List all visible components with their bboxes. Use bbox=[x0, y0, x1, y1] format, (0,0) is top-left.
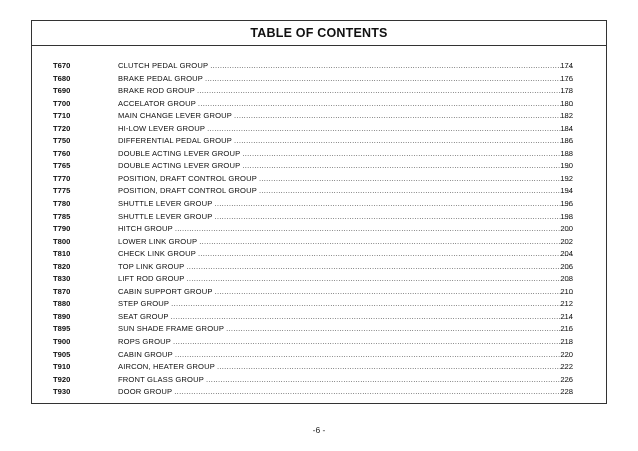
toc-entry-line bbox=[118, 298, 573, 311]
toc-entry-line bbox=[118, 185, 573, 198]
toc-entry-line bbox=[118, 361, 573, 374]
toc-entry-line bbox=[118, 211, 573, 224]
toc-entry-page-number: 222 bbox=[560, 362, 573, 372]
dot-leader bbox=[187, 273, 573, 286]
toc-entry-line bbox=[118, 198, 573, 211]
toc-entry-title: DOOR GROUP bbox=[118, 387, 173, 397]
toc-entry-page-number: 182 bbox=[560, 111, 573, 121]
toc-entry[interactable] bbox=[32, 198, 606, 211]
dot-leader bbox=[198, 98, 573, 111]
toc-entry-title: SUN SHADE FRAME GROUP bbox=[118, 324, 225, 334]
toc-entry[interactable] bbox=[32, 135, 606, 148]
dot-leader bbox=[217, 361, 573, 374]
toc-entry-page-number: 174 bbox=[560, 61, 573, 70]
toc-entry[interactable] bbox=[32, 185, 606, 198]
dot-leader bbox=[197, 85, 573, 98]
toc-entry[interactable] bbox=[32, 211, 606, 224]
toc-entry-page-number: 202 bbox=[560, 236, 573, 246]
toc-entry-title: DOUBLE ACTING LEVER GROUP bbox=[118, 148, 241, 158]
dot-leader bbox=[226, 323, 573, 336]
dot-leader bbox=[234, 135, 573, 148]
dot-leader bbox=[205, 73, 573, 86]
toc-entry[interactable] bbox=[32, 60, 606, 73]
toc-entry-code: T790 bbox=[53, 224, 71, 234]
toc-entry-code: T670 bbox=[53, 61, 71, 70]
toc-entry-code: T895 bbox=[53, 324, 71, 334]
dot-leader bbox=[175, 223, 573, 236]
toc-entry-code: T810 bbox=[53, 249, 71, 259]
toc-entry[interactable] bbox=[32, 110, 606, 123]
toc-entry[interactable] bbox=[32, 223, 606, 236]
toc-entry-code: T800 bbox=[53, 236, 71, 246]
toc-entry-page-number: 180 bbox=[560, 98, 573, 108]
toc-entry-title: DIFFERENTIAL PEDAL GROUP bbox=[118, 136, 233, 146]
toc-entry[interactable] bbox=[32, 261, 606, 274]
toc-entry[interactable] bbox=[32, 73, 606, 86]
dot-leader bbox=[242, 148, 573, 161]
dot-leader bbox=[199, 236, 573, 249]
toc-list bbox=[32, 60, 606, 399]
toc-entry-line bbox=[118, 173, 573, 186]
toc-entry[interactable] bbox=[32, 123, 606, 136]
toc-entry[interactable] bbox=[32, 236, 606, 249]
dot-leader bbox=[171, 311, 573, 324]
toc-entry[interactable] bbox=[32, 311, 606, 324]
toc-entry-page-number: 184 bbox=[560, 123, 573, 133]
toc-entry[interactable] bbox=[32, 298, 606, 311]
toc-entry[interactable] bbox=[32, 386, 606, 399]
toc-entry-code: T770 bbox=[53, 173, 71, 183]
toc-entry-page-number: 200 bbox=[560, 224, 573, 234]
toc-entry-line bbox=[118, 273, 573, 286]
dot-leader bbox=[214, 198, 573, 211]
dot-leader bbox=[171, 298, 573, 311]
toc-header bbox=[32, 21, 606, 46]
toc-entry-code: T760 bbox=[53, 148, 71, 158]
dot-leader bbox=[198, 248, 573, 261]
toc-entry-line bbox=[118, 323, 573, 336]
toc-entry-page-number: 192 bbox=[560, 173, 573, 183]
toc-entry-title: LOWER LINK GROUP bbox=[118, 236, 198, 246]
dot-leader bbox=[210, 60, 573, 73]
toc-entry-line bbox=[118, 85, 573, 98]
toc-entry-title: CLUTCH PEDAL GROUP bbox=[118, 61, 209, 70]
toc-entry-line bbox=[118, 73, 573, 86]
toc-entry-line bbox=[118, 248, 573, 261]
toc-entry-page-number: 206 bbox=[560, 261, 573, 271]
dot-leader bbox=[215, 286, 573, 299]
toc-entry-code: T785 bbox=[53, 211, 71, 221]
toc-entry-line bbox=[118, 110, 573, 123]
toc-entry-page-number: 186 bbox=[560, 136, 573, 146]
toc-entry-line bbox=[118, 349, 573, 362]
toc-entry[interactable] bbox=[32, 248, 606, 261]
toc-entry-line bbox=[118, 336, 573, 349]
toc-entry-page-number: 212 bbox=[560, 299, 573, 309]
toc-entry-title: BRAKE ROD GROUP bbox=[118, 86, 195, 96]
toc-entry-title: LIFT ROD GROUP bbox=[118, 274, 185, 284]
toc-entry-line bbox=[118, 148, 573, 161]
dot-leader bbox=[214, 211, 573, 224]
toc-entry-page-number: 204 bbox=[560, 249, 573, 259]
toc-entry-code: T890 bbox=[53, 311, 71, 321]
toc-entry-page-number: 176 bbox=[560, 73, 573, 83]
toc-entry-title: MAIN CHANGE LEVER GROUP bbox=[118, 111, 233, 121]
toc-entry-title: HI-LOW LEVER GROUP bbox=[118, 123, 206, 133]
toc-entry-page-number: 190 bbox=[560, 161, 573, 171]
toc-entry-line bbox=[118, 98, 573, 111]
toc-entry-title: ROPS GROUP bbox=[118, 337, 171, 347]
toc-entry[interactable] bbox=[32, 273, 606, 286]
toc-entry-line bbox=[118, 236, 573, 249]
toc-entry-page-number: 178 bbox=[560, 86, 573, 96]
toc-entry-code: T920 bbox=[53, 374, 71, 384]
toc-entry-page-number: 226 bbox=[560, 374, 573, 384]
toc-entry-line bbox=[118, 123, 573, 136]
toc-entry[interactable] bbox=[32, 361, 606, 374]
toc-entry-page-number: 228 bbox=[560, 387, 573, 397]
toc-entry-title: POSITION, DRAFT CONTROL GROUP bbox=[118, 186, 257, 196]
toc-entry[interactable] bbox=[32, 85, 606, 98]
toc-entry-line bbox=[118, 60, 573, 73]
toc-frame bbox=[31, 20, 607, 404]
toc-entry-line bbox=[118, 386, 573, 399]
toc-entry[interactable] bbox=[32, 173, 606, 186]
toc-entry-page-number: 196 bbox=[560, 199, 573, 209]
toc-entry-page-number: 216 bbox=[560, 324, 573, 334]
dot-leader bbox=[175, 349, 573, 362]
toc-entry-code: T700 bbox=[53, 98, 71, 108]
toc-entry-code: T775 bbox=[53, 186, 71, 196]
toc-entry-code: T765 bbox=[53, 161, 71, 171]
toc-entry-page-number: 208 bbox=[560, 274, 573, 284]
toc-entry-code: T680 bbox=[53, 73, 71, 83]
toc-entry-title: CHECK LINK GROUP bbox=[118, 249, 196, 259]
toc-entry-line bbox=[118, 223, 573, 236]
toc-entry[interactable] bbox=[32, 286, 606, 299]
toc-entry-page-number: 214 bbox=[560, 311, 573, 321]
dot-leader bbox=[186, 261, 573, 274]
toc-entry-code: T830 bbox=[53, 274, 71, 284]
page-number-footer: -6 - bbox=[312, 425, 326, 435]
toc-entry-code: T780 bbox=[53, 199, 71, 209]
dot-leader bbox=[174, 386, 573, 399]
toc-entry-title: POSITION, DRAFT CONTROL GROUP bbox=[118, 173, 257, 183]
dot-leader bbox=[259, 185, 573, 198]
dot-leader bbox=[234, 110, 573, 123]
toc-entry-code: T930 bbox=[53, 387, 71, 397]
page-title: TABLE OF CONTENTS bbox=[250, 26, 388, 40]
toc-entry[interactable] bbox=[32, 374, 606, 387]
toc-entry[interactable] bbox=[32, 323, 606, 336]
toc-entry-line bbox=[118, 135, 573, 148]
toc-entry-line bbox=[118, 261, 573, 274]
toc-entry-code: T870 bbox=[53, 286, 71, 296]
toc-entry-code: T900 bbox=[53, 337, 71, 347]
toc-entry-title: FRONT GLASS GROUP bbox=[118, 374, 204, 384]
toc-entry-title: AIRCON, HEATER GROUP bbox=[118, 362, 215, 372]
toc-entry-code: T710 bbox=[53, 111, 71, 121]
toc-entry[interactable] bbox=[32, 148, 606, 161]
toc-entry-page-number: 188 bbox=[560, 148, 573, 158]
toc-entry-line bbox=[118, 374, 573, 387]
toc-entry-title: SEAT GROUP bbox=[118, 311, 169, 321]
toc-entry[interactable] bbox=[32, 349, 606, 362]
toc-entry-code: T750 bbox=[53, 136, 71, 146]
dot-leader bbox=[207, 123, 573, 136]
toc-entry-page-number: 198 bbox=[560, 211, 573, 221]
toc-entry-code: T690 bbox=[53, 86, 71, 96]
toc-entry[interactable] bbox=[32, 160, 606, 173]
toc-entry-title: BRAKE PEDAL GROUP bbox=[118, 73, 203, 83]
toc-entry-code: T905 bbox=[53, 349, 71, 359]
toc-entry-page-number: 210 bbox=[560, 286, 573, 296]
toc-entry-code: T880 bbox=[53, 299, 71, 309]
toc-entry-code: T910 bbox=[53, 362, 71, 372]
toc-entry-page-number: 220 bbox=[560, 349, 573, 359]
toc-entry-line bbox=[118, 160, 573, 173]
toc-entry-title: CABIN GROUP bbox=[118, 349, 173, 359]
dot-leader bbox=[206, 374, 573, 387]
toc-entry-line bbox=[118, 311, 573, 324]
toc-entry-title: STEP GROUP bbox=[118, 299, 170, 309]
toc-entry-title: SHUTTLE LEVER GROUP bbox=[118, 199, 213, 209]
toc-entry-title: TOP LINK GROUP bbox=[118, 261, 185, 271]
dot-leader bbox=[173, 336, 573, 349]
toc-entry-title: ACCELATOR GROUP bbox=[118, 98, 196, 108]
dot-leader bbox=[242, 160, 573, 173]
toc-entry-title: SHUTTLE LEVER GROUP bbox=[118, 211, 213, 221]
toc-entry-code: T720 bbox=[53, 123, 71, 133]
toc-entry-page-number: 194 bbox=[560, 186, 573, 196]
toc-entry-code: T820 bbox=[53, 261, 71, 271]
toc-entry-line bbox=[118, 286, 573, 299]
toc-entry-page-number: 218 bbox=[560, 337, 573, 347]
toc-entry-title: DOUBLE ACTING LEVER GROUP bbox=[118, 161, 241, 171]
toc-entry[interactable] bbox=[32, 98, 606, 111]
dot-leader bbox=[259, 173, 573, 186]
toc-entry-title: HITCH GROUP bbox=[118, 224, 173, 234]
toc-entry[interactable] bbox=[32, 336, 606, 349]
toc-entry-title: CABIN SUPPORT GROUP bbox=[118, 286, 213, 296]
